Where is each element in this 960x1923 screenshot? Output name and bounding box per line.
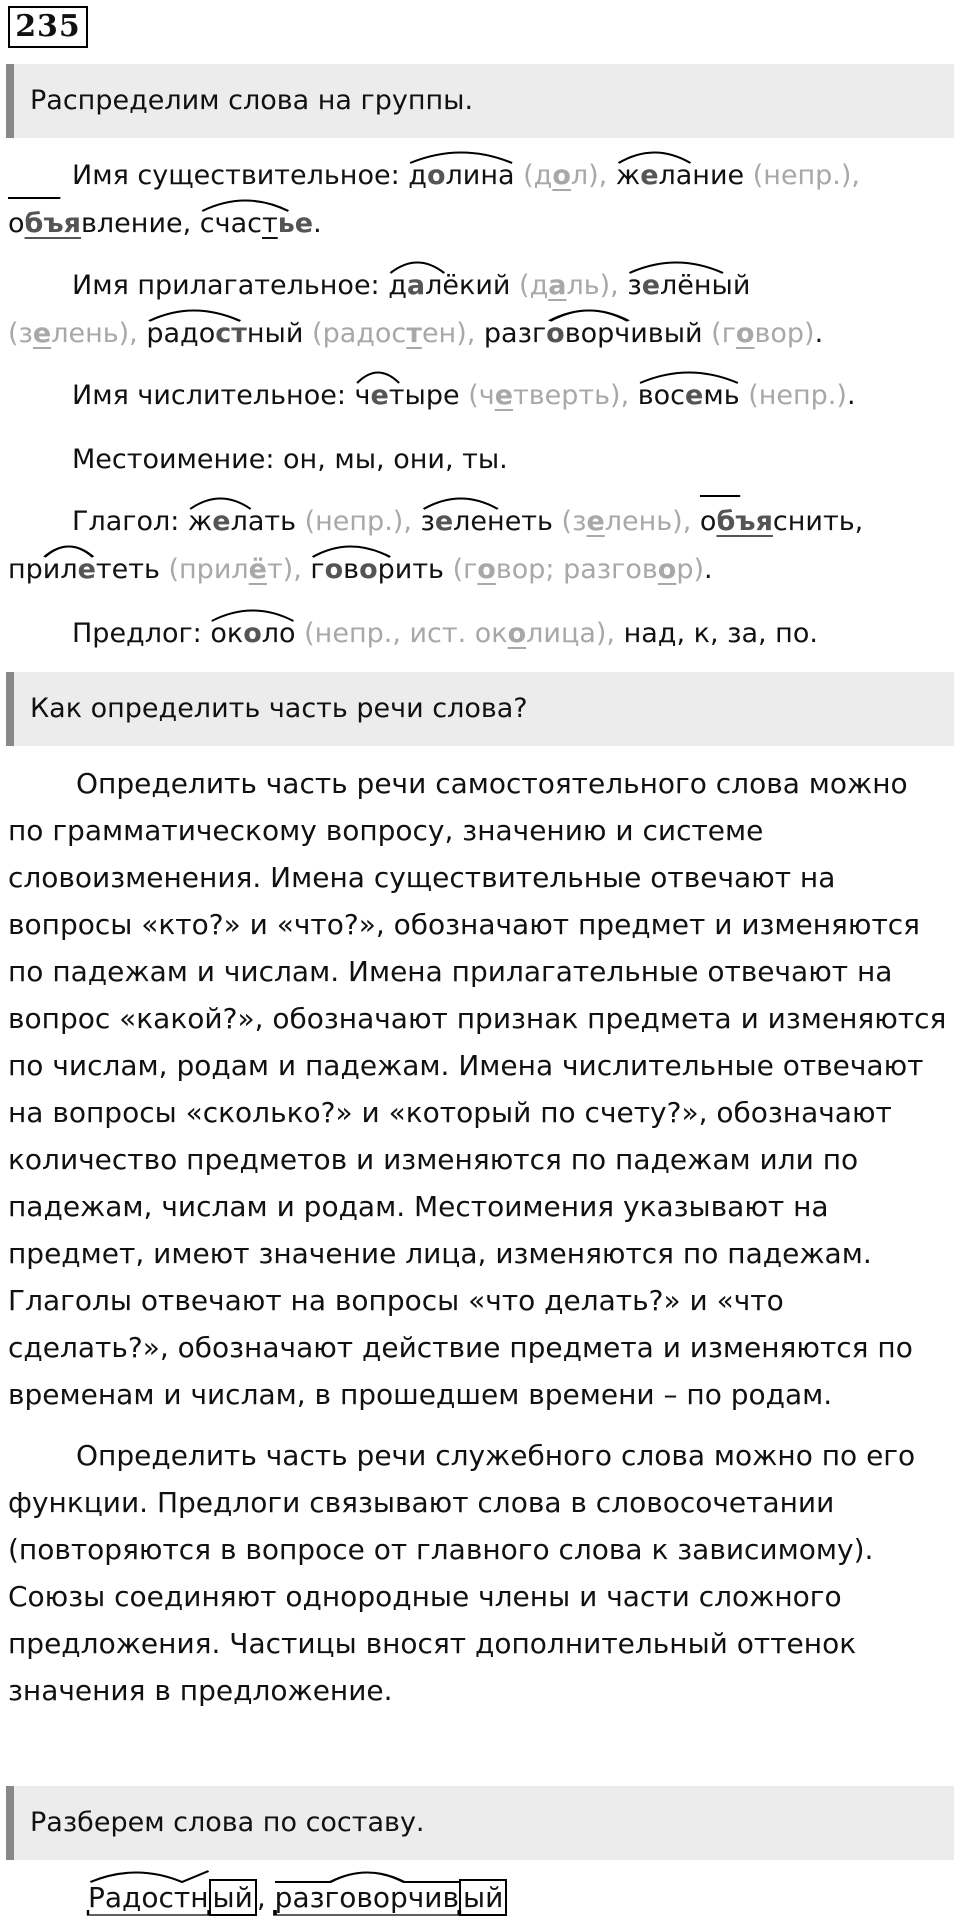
exercise-number: 235 (8, 6, 88, 48)
section-heading-morphology: Разберем слова по составу. (6, 1786, 954, 1860)
hint-chetyre: (четверть), (468, 380, 630, 411)
prep-rest: над, к, за, по. (623, 618, 818, 649)
section-heading-groups: Распределим слова на группы. (6, 64, 954, 138)
num-line: Имя числительное: четыре (четверть), восемь (непр.). (72, 378, 856, 414)
word-obyavlenie: объявление (8, 208, 183, 239)
hint-vosem: (непр.) (748, 380, 847, 411)
word-obyasnit: объяснить (699, 506, 855, 537)
word-dolina: долина (408, 158, 514, 194)
prep-line (72, 616, 818, 652)
word-razgovorchivyy: разговорчивый (484, 316, 703, 352)
word-govorit: говорить (310, 552, 444, 588)
noun-label: Имя существительное: (72, 160, 400, 191)
word-chetyre: четыре (355, 378, 460, 414)
word1-ending: ый (209, 1879, 257, 1916)
word-vosem: восемь (638, 378, 740, 414)
num-label: Имя числительное: (72, 380, 346, 411)
word2-ending: ый (459, 1879, 507, 1916)
word-zhelanie: желание (616, 158, 744, 194)
hint-zelenyy: (зелень), (8, 318, 138, 349)
hint-govorit: (говор; разговор) (452, 554, 705, 585)
word-priletet: прилететь (8, 552, 160, 588)
word-radostnyy: радостный (146, 316, 303, 352)
paragraph-independent: Определить часть речи самостоятельного слова можно по грамматическому вопросу, значению и системе словоизменения. Имена существительные отвечают на вопросы «кто?» и «что?», обозначают предмет и изменяются по падежам и числам. Имена прилагательные отвечают на вопрос «какой?», обозначают признак предмета и изменяются по числам, родам и падежам. Имена числительные отвечают на вопросы «сколько?» и «который по счету?», обозначают количество предметов и изменяются по падежам или по падежам, числам и родам. Местоимения указывают на предмет, имеют значение лица, изменяются по падежам. Глаголы отвечают на вопросы «что делать?» и «что сделать?», обозначают действие предмета и изменяются по временам и числам, в прошедшем времени – по родам. (8, 767, 947, 1411)
adj-line-2: (зелень), радостный (радостен), разговорчивый (говор). (8, 316, 823, 352)
noun-line-2: объявление , счастье . (8, 206, 322, 242)
hint-okolo: (непр., ист. околица), (304, 618, 616, 649)
word2-stem: разговорчив (275, 1881, 459, 1914)
separator: , (256, 1881, 266, 1914)
word-dalekiy: далёкий (388, 268, 510, 304)
hint-priletet: (прилёт), (168, 554, 302, 585)
word-schastye: счастье (200, 206, 313, 242)
word-okolo: около (210, 616, 295, 652)
hint-dalekiy: (даль), (519, 270, 619, 301)
verb-line: Глагол: желать (непр.), зеленеть (зелень), объяснить , (72, 504, 863, 540)
word-zelenet: зеленеть (421, 504, 553, 540)
adj-line (72, 268, 750, 304)
word1-stem: Радостн (88, 1881, 209, 1914)
verb-label: Глагол: (72, 506, 180, 537)
hint-radostnyy: (радостен), (312, 318, 476, 349)
pron-label: Местоимение: (72, 444, 275, 475)
hint-zelenet: (зелень), (561, 506, 692, 537)
word-zelenyy: зелёный (627, 268, 750, 304)
morpheme-analysis (88, 1880, 507, 1916)
hint-dolina: (дол), (523, 160, 608, 191)
pron-words: он, мы, они, ты. (283, 444, 508, 475)
hint-razgovorchivyy: (говор) (711, 318, 815, 349)
noun-line (72, 158, 860, 194)
hint-zhelanie: (непр.), (752, 160, 861, 191)
section-heading-how: Как определить часть речи слова? (6, 672, 954, 746)
word-zhelat: желать (188, 504, 296, 540)
pron-line (72, 442, 508, 478)
explanation-text (8, 760, 948, 1714)
verb-line-2: прилететь (прилёт), говорить (говор; разговор). (8, 552, 713, 588)
adj-label: Имя прилагательное: (72, 270, 380, 301)
hint-zhelat: (непр.), (304, 506, 412, 537)
prep-label: Предлог: (72, 618, 202, 649)
paragraph-function: Определить часть речи служебного слова можно по его функции. Предлоги связывают слова в словосочетании (повторяются в вопросе от главного слова к зависимому). Союзы соединяют однородные члены и части сложного предложения. Частицы вносят дополнительный оттенок значения в предложение. (8, 1439, 916, 1707)
